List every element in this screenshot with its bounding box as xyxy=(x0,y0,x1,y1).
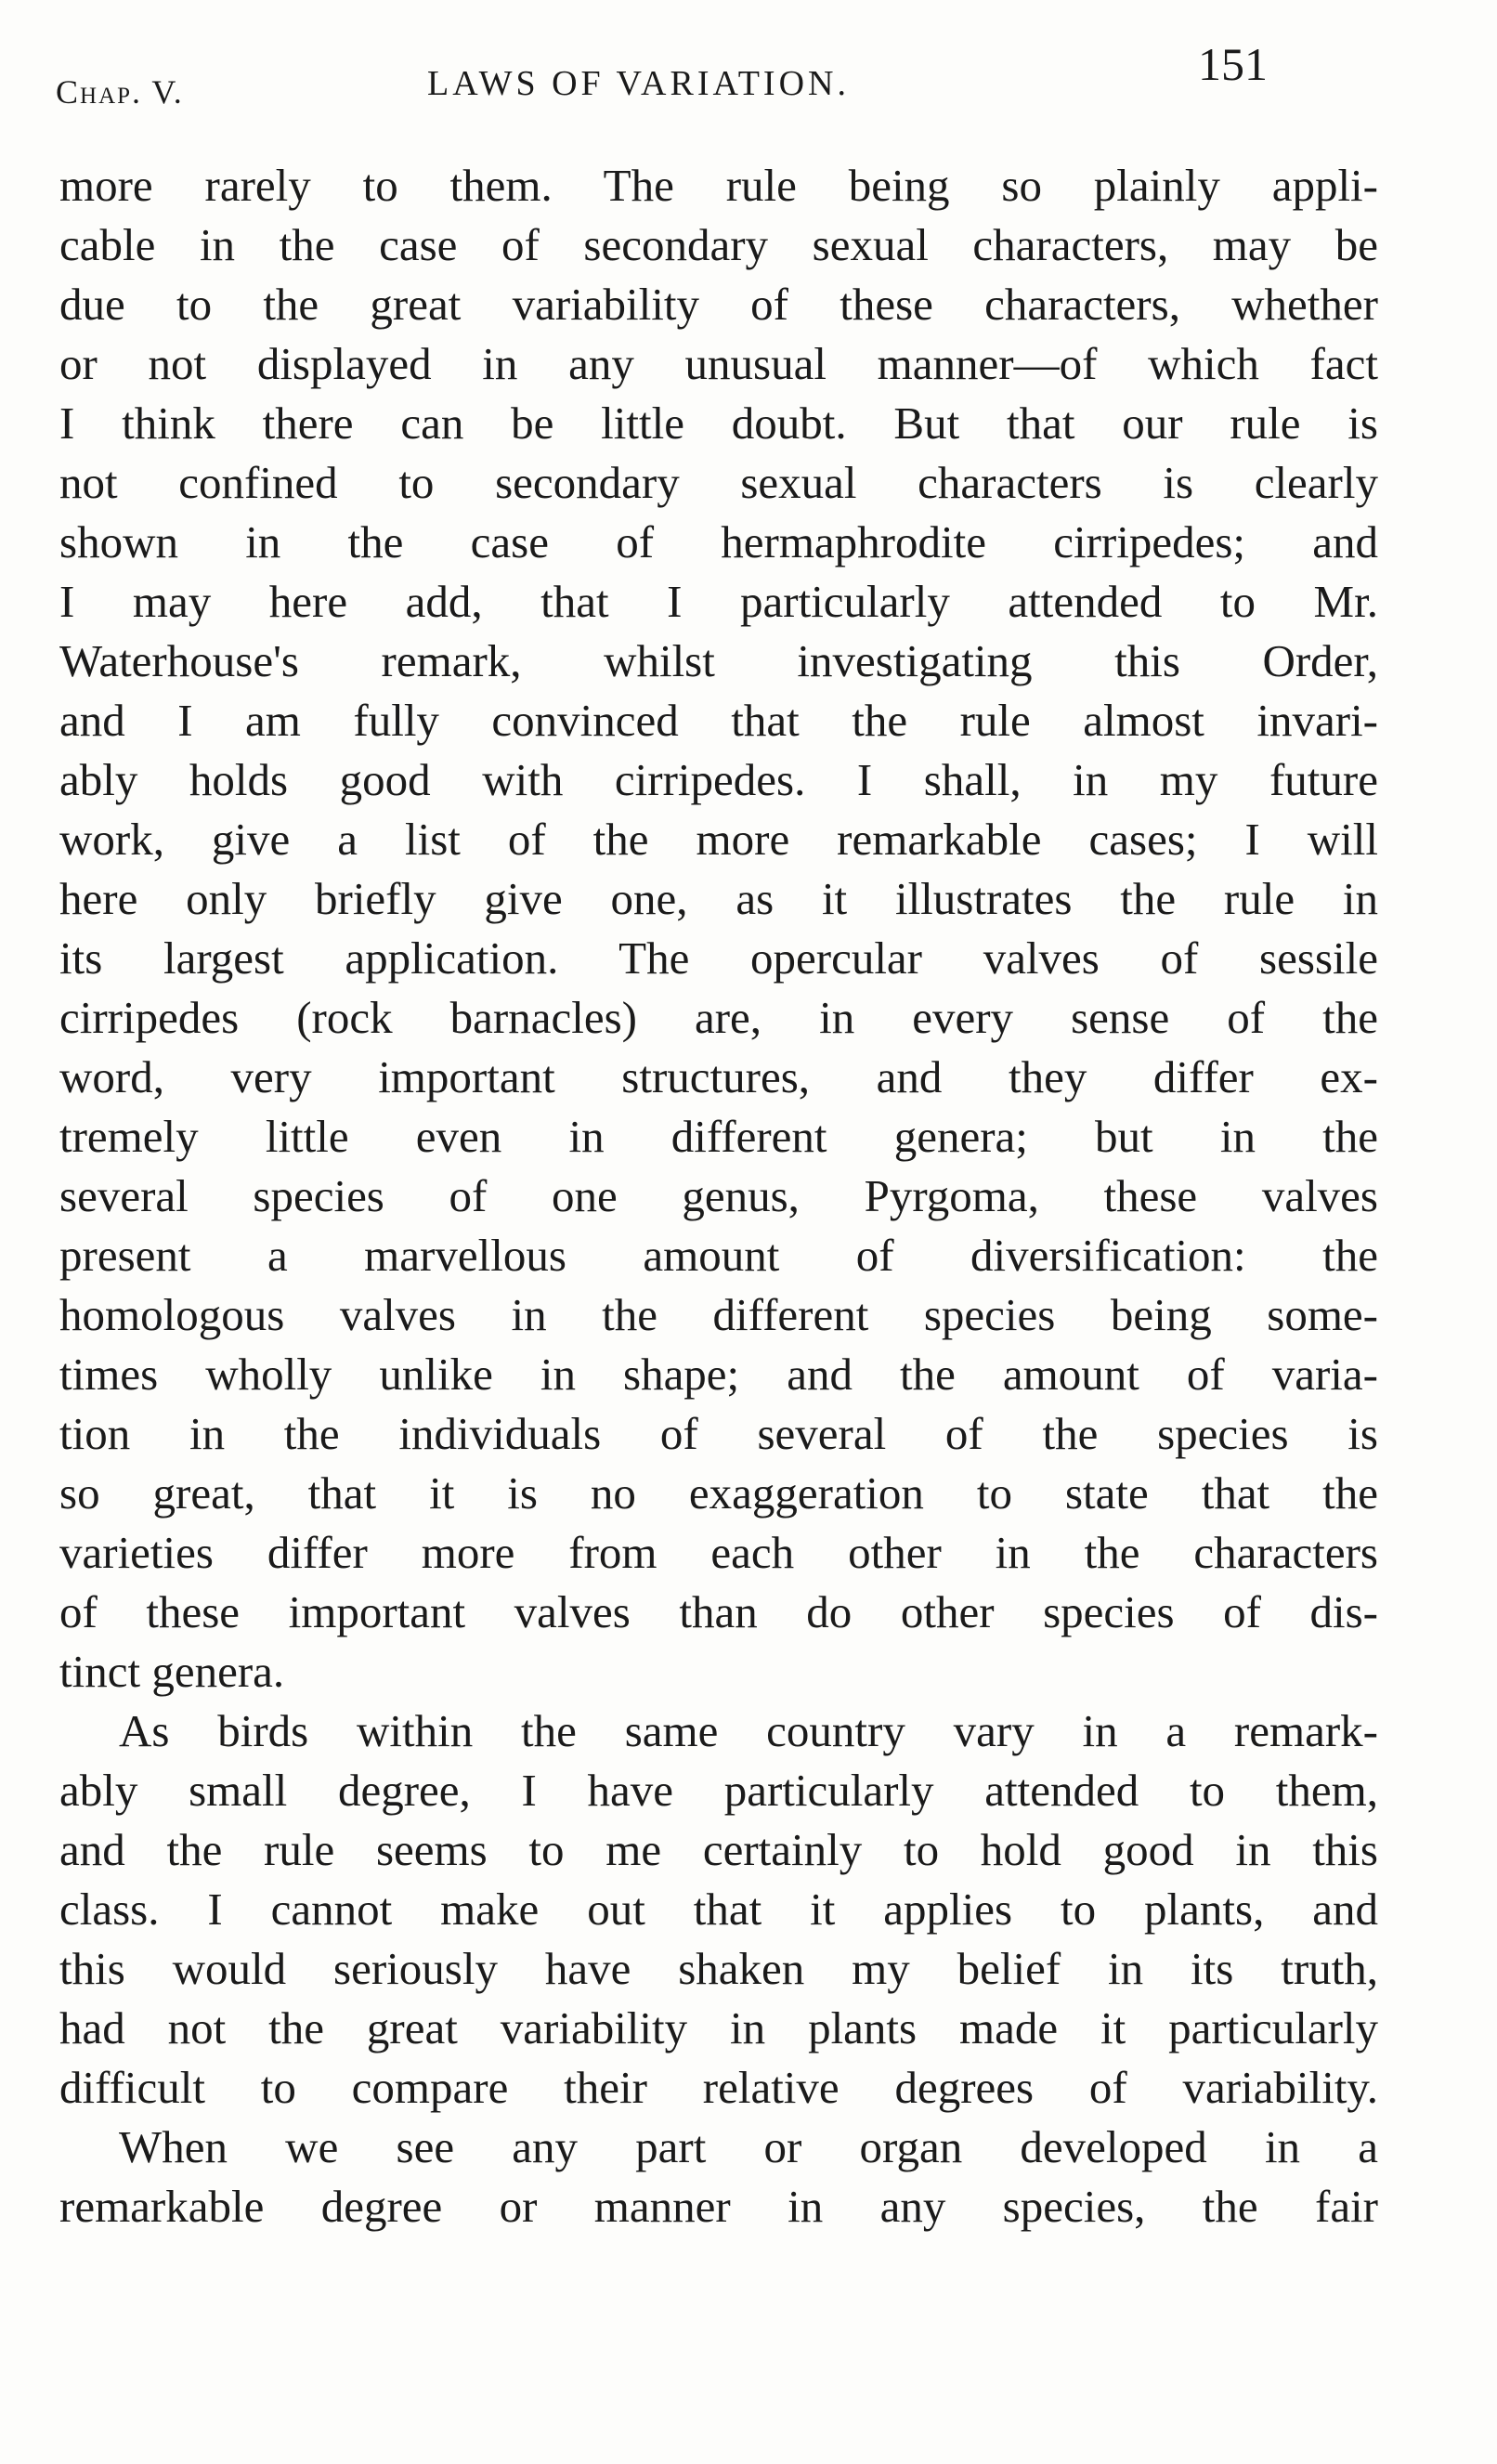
text-line: present a marvellous amount of diversification: the xyxy=(59,1230,1378,1281)
text-line: varieties differ more from each other in the characters xyxy=(59,1527,1378,1578)
body-text xyxy=(59,156,1378,2236)
text-line: ably holds good with cirripedes. I shall, in my future xyxy=(59,754,1378,805)
text-line: homologous valves in the different species being some- xyxy=(59,1289,1378,1340)
text-line: so great, that it is no exaggeration to state that the xyxy=(59,1467,1378,1519)
text-line: tinct genera. xyxy=(59,1646,285,1697)
text-line: had not the great variability in plants made it particularly xyxy=(59,2002,1378,2053)
chapter-label: Chap. V. xyxy=(56,73,184,111)
text-line: its largest application. The opercular valves of sessile xyxy=(59,932,1378,984)
text-line: more rarely to them. The rule being so plainly appli- xyxy=(59,160,1378,211)
text-line: I think there can be little doubt. But that our rule is xyxy=(59,398,1378,449)
text-line: this would seriously have shaken my belief in its truth, xyxy=(59,1943,1378,1994)
text-line: Waterhouse's remark, whilst investigating this Order, xyxy=(59,635,1378,686)
text-line: or not displayed in any unusual manner—of which fact xyxy=(59,338,1378,389)
text-line: shown in the case of hermaphrodite cirripedes; and xyxy=(59,516,1378,567)
text-line: cable in the case of secondary sexual characters, may be xyxy=(59,219,1378,270)
page-number: 151 xyxy=(1198,38,1268,90)
running-head xyxy=(0,0,1497,130)
running-title: LAWS OF VARIATION. xyxy=(427,64,850,103)
text-line: not confined to secondary sexual characters is clearly xyxy=(59,457,1378,508)
text-line: tremely little even in different genera; but in the xyxy=(59,1111,1378,1162)
text-line: and I am fully convinced that the rule almost invari- xyxy=(59,695,1378,746)
text-line: word, very important structures, and they differ ex- xyxy=(59,1051,1378,1102)
text-line: of these important valves than do other species of dis- xyxy=(59,1586,1378,1637)
text-line: tion in the individuals of several of the species is xyxy=(59,1408,1378,1459)
text-line: ably small degree, I have particularly attended to them, xyxy=(59,1765,1378,1816)
text-line: remarkable degree or manner in any species, the fair xyxy=(59,2181,1378,2232)
text-line: due to the great variability of these characters, whether xyxy=(59,279,1378,330)
text-line: difficult to compare their relative degrees of variability. xyxy=(59,2062,1378,2113)
text-line: times wholly unlike in shape; and the amount of varia- xyxy=(59,1349,1378,1400)
text-line: I may here add, that I particularly attended to Mr. xyxy=(59,576,1378,627)
text-line: several species of one genus, Pyrgoma, these valves xyxy=(59,1170,1378,1221)
text-line: cirripedes (rock barnacles) are, in every sense of the xyxy=(59,992,1378,1043)
text-line: class. I cannot make out that it applies to plants, and xyxy=(59,1884,1378,1935)
text-line: As birds within the same country vary in a remark- xyxy=(119,1705,1378,1756)
text-line: and the rule seems to me certainly to hold good in this xyxy=(59,1824,1378,1875)
text-line: here only briefly give one, as it illustrates the rule in xyxy=(59,873,1378,924)
text-line: work, give a list of the more remarkable cases; I will xyxy=(59,814,1378,865)
text-line: When we see any part or organ developed in a xyxy=(119,2121,1378,2172)
